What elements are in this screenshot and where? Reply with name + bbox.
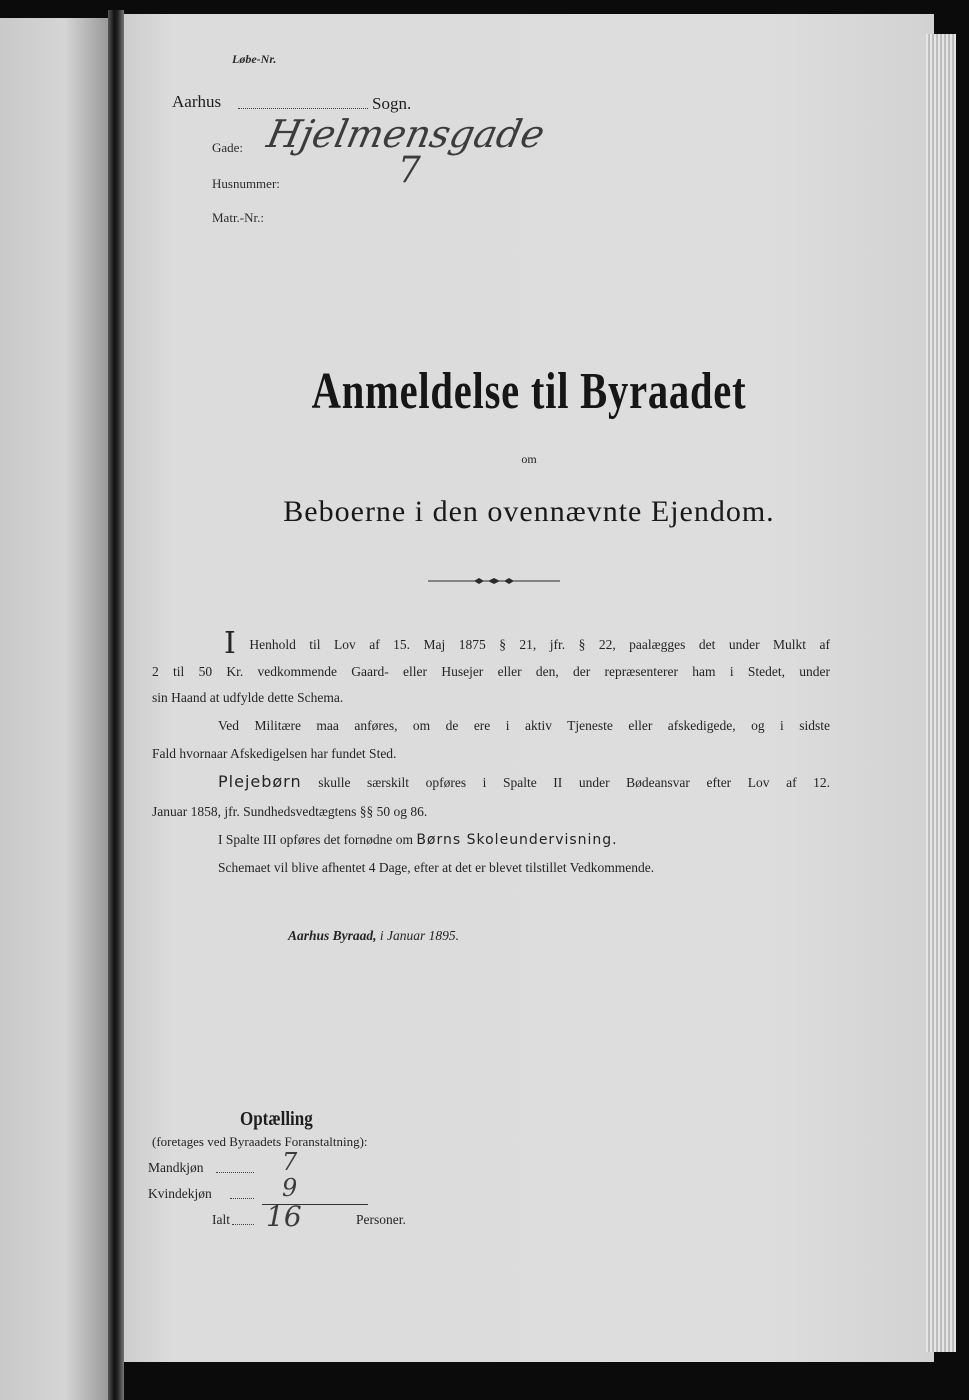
title-connector: om bbox=[521, 452, 537, 466]
page-stack-edges bbox=[926, 34, 956, 1352]
count-title: Optælling bbox=[240, 1108, 313, 1130]
parish-label: Sogn. bbox=[372, 94, 412, 113]
paragraph-2-line-1: Ved Militære maa anføres, om de ere i aktiv Tjeneste eller afskedigede, og i sidste bbox=[218, 718, 830, 733]
signature-authority: Aarhus Byraad, bbox=[288, 928, 377, 943]
male-dots bbox=[216, 1172, 254, 1173]
paragraph-4-emphasis: Børns Skoleundervisning. bbox=[416, 832, 618, 848]
female-label: Kvindekjøn bbox=[148, 1186, 212, 1201]
matr-nr-label: Matr.-Nr.: bbox=[212, 210, 264, 225]
total-value-handwritten: 16 bbox=[266, 1200, 302, 1233]
signature-line bbox=[288, 928, 459, 944]
paragraph-3-line-2: Januar 1858, jfr. Sundhedsvedtægtens §§ 50 og 86. bbox=[152, 804, 428, 819]
street-value-handwritten: Hjelmensgade bbox=[263, 112, 549, 156]
signature-date: i Januar 1895. bbox=[379, 928, 460, 943]
male-value-handwritten: 7 bbox=[282, 1148, 298, 1176]
paragraph-3-emphasis: Plejebørn bbox=[218, 772, 302, 791]
paragraph-1-line-1-text: Henhold til Lov af 15. Maj 1875 § 21, jfr. § 22, paalægges det under Mulkt af bbox=[249, 637, 830, 652]
paragraph-4 bbox=[218, 832, 618, 848]
paragraph-3-line-1-text: skulle særskilt opføres i Spalte II under Bødeansvar efter Lov af 12. bbox=[318, 775, 831, 790]
female-value-handwritten: 9 bbox=[282, 1174, 298, 1202]
lobe-nr-label: Løbe-Nr. bbox=[232, 52, 277, 66]
document-title: Anmeldelse til Byraadet bbox=[311, 363, 747, 420]
document-subtitle: Beboerne i den ovennævnte Ejendom. bbox=[283, 495, 775, 528]
paragraph-3-line-1 bbox=[218, 772, 830, 791]
count-subtitle: (foretages ved Byraadets Foranstaltning): bbox=[152, 1134, 368, 1149]
male-label: Mandkjøn bbox=[148, 1160, 204, 1175]
house-number-value-handwritten: 7 bbox=[398, 150, 421, 191]
paragraph-1-line-2: 2 til 50 Kr. vedkommende Gaard- eller Husejer eller den, der repræsenterer ham i Stedet, under bbox=[152, 664, 830, 679]
total-dots bbox=[232, 1224, 254, 1225]
paragraph-1-line-1 bbox=[224, 626, 830, 661]
parish-city: Aarhus bbox=[172, 92, 222, 111]
parish-dotted-line bbox=[238, 108, 368, 109]
total-label: Ialt bbox=[212, 1212, 230, 1227]
paragraph-5: Schemaet vil blive afhentet 4 Dage, efter at det er blevet tilstillet Vedkommende. bbox=[218, 860, 655, 875]
paragraph-1-line-3: sin Haand at udfylde dette Schema. bbox=[152, 690, 344, 705]
paragraph-4-text: I Spalte III opføres det fornødne om bbox=[218, 832, 413, 847]
ornament-divider bbox=[428, 578, 560, 584]
paragraph-2-line-2: Fald hvornaar Afskedigelsen har fundet Sted. bbox=[152, 746, 397, 761]
paragraph-1-initial: I bbox=[224, 626, 236, 661]
book-gutter bbox=[108, 10, 124, 1400]
female-dots bbox=[230, 1198, 254, 1199]
left-page-edge bbox=[0, 18, 108, 1400]
house-number-label: Husnummer: bbox=[212, 176, 280, 191]
street-label: Gade: bbox=[212, 140, 244, 155]
persons-label: Personer. bbox=[356, 1212, 406, 1227]
